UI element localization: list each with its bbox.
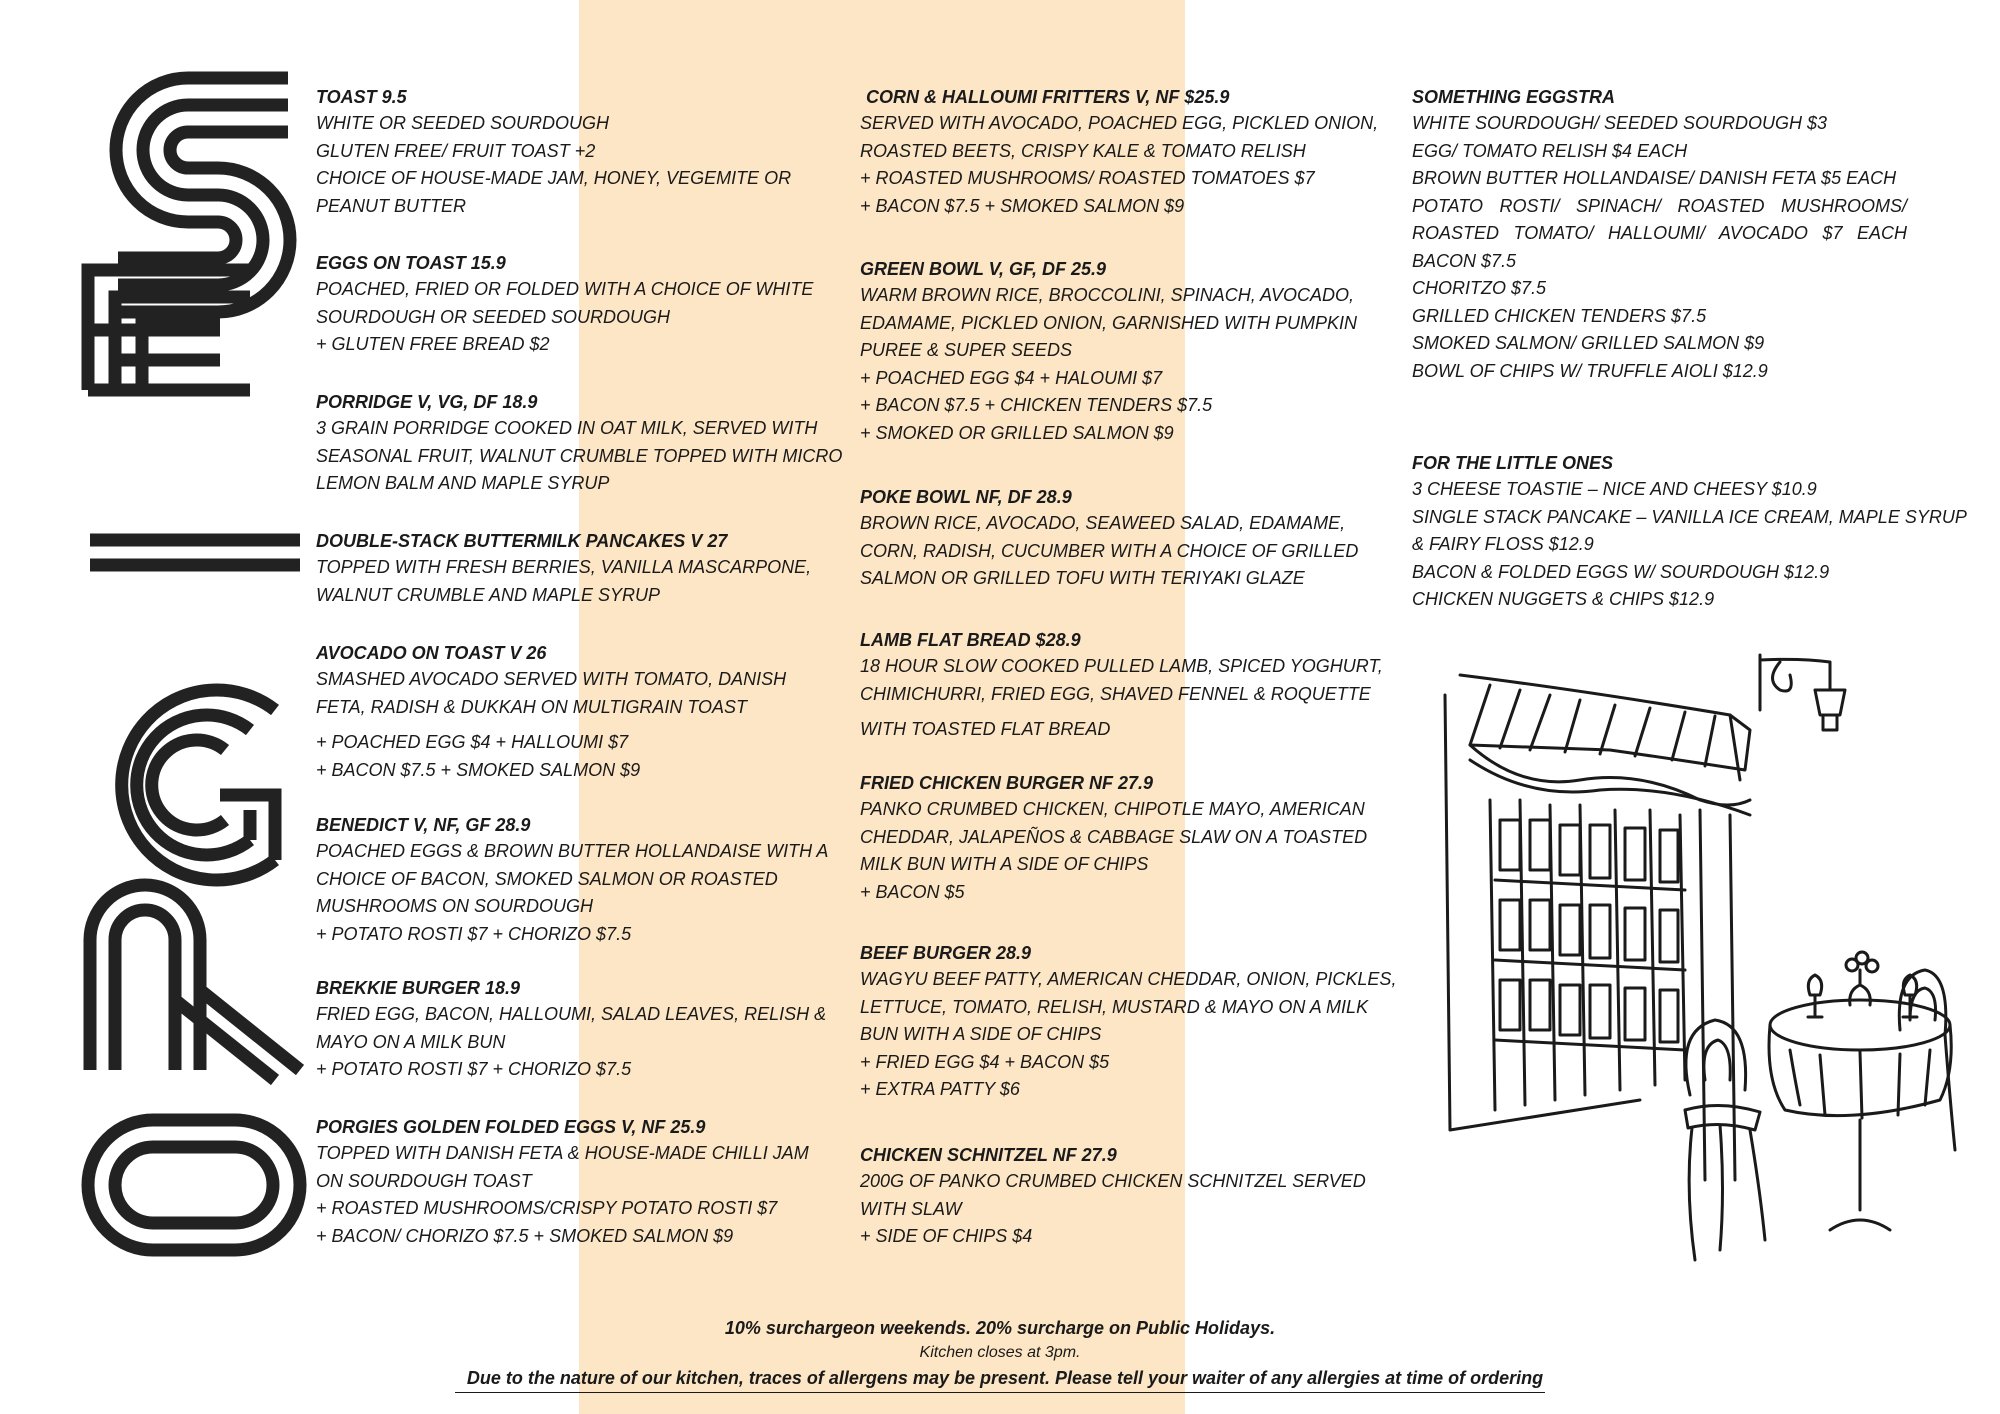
item-line: SMASHED AVOCADO SERVED WITH TOMATO, DANISH <box>316 669 787 689</box>
kitchen-hours: Kitchen closes at 3pm. <box>919 1344 1081 1361</box>
menu-item <box>316 975 858 1084</box>
item-line: BROWN BUTTER HOLLANDAISE/ DANISH FETA $5 EACH <box>1412 168 1897 188</box>
item-line: WHITE OR SEEDED SOURDOUGH <box>316 113 610 133</box>
surcharge-notice: 10% surchargeon weekends. 20% surcharge on Public Holidays. <box>724 1318 1276 1338</box>
item-line: WAGYU BEEF PATTY, AMERICAN CHEDDAR, ONION, PICKLES, <box>860 969 1397 989</box>
item-line: & FAIRY FLOSS $12.9 <box>1412 534 1594 554</box>
item-line: CHOICE OF BACON, SMOKED SALMON OR ROASTED <box>316 868 778 889</box>
item-line: SALMON OR GRILLED TOFU WITH TERIYAKI GLAZE <box>860 568 1305 588</box>
item-line: MUSHROOMS ON SOURDOUGH <box>316 896 594 916</box>
item-line: PUREE & SUPER SEEDS <box>860 340 1073 360</box>
item-title: FRIED CHICKEN BURGER NF 27.9 <box>860 773 1154 793</box>
item-line: + POTATO ROSTI $7 + CHORIZO $7.5 <box>316 923 632 944</box>
menu-item <box>316 640 858 784</box>
item-title: TOAST 9.5 <box>316 87 407 107</box>
item-line: BACON $7.5 <box>1412 250 1517 271</box>
item-line: 3 CHEESE TOASTIE – NICE AND CHEESY $10.9 <box>1412 479 1817 499</box>
menu-item <box>860 940 1408 1104</box>
menu-item <box>860 84 1408 220</box>
item-line: + GLUTEN FREE BREAD $2 <box>316 334 550 354</box>
item-line: WITH SLAW <box>860 1198 962 1219</box>
item-line: GRILLED CHICKEN TENDERS $7.5 <box>1412 305 1707 326</box>
menu-item <box>860 627 1408 744</box>
item-line: + POACHED EGG $4 + HALOUMI $7 <box>860 367 1163 388</box>
item-line: POTATO ROSTI/ SPINACH/ ROASTED MUSHROOMS/ <box>1412 195 1907 216</box>
item-title: PORRIDGE V, VG, DF 18.9 <box>316 392 538 412</box>
item-line: CORN, RADISH, CUCUMBER WITH A CHOICE OF GRILLED <box>860 540 1359 561</box>
item-line: + EXTRA PATTY $6 <box>860 1079 1020 1099</box>
item-line: BOWL OF CHIPS W/ TRUFFLE AIOLI $12.9 <box>1412 360 1768 381</box>
item-line: ROASTED TOMATO/ HALLOUMI/ AVOCADO $7 EACH <box>1412 223 1907 243</box>
item-title: BENEDICT V, NF, GF 28.9 <box>316 815 531 835</box>
menu-item <box>1412 450 1972 614</box>
item-line: GLUTEN FREE/ FRUIT TOAST +2 <box>316 140 596 161</box>
item-line: LETTUCE, TOMATO, RELISH, MUSTARD & MAYO ON A MILK <box>860 996 1369 1017</box>
item-line: MAYO ON A MILK BUN <box>316 1031 506 1052</box>
item-line: LEMON BALM AND MAPLE SYRUP <box>316 473 610 493</box>
menu-item <box>860 770 1408 906</box>
item-line: PEANUT BUTTER <box>316 195 467 216</box>
item-title: LAMB FLAT BREAD $28.9 <box>860 630 1081 650</box>
item-line: MILK BUN WITH A SIDE OF CHIPS <box>860 854 1149 874</box>
menu-item <box>316 250 858 359</box>
item-line: + BACON $7.5 + SMOKED SALMON $9 <box>316 759 641 780</box>
item-line: CHIMICHURRI, FRIED EGG, SHAVED FENNEL & ROQUETTE <box>860 683 1371 704</box>
item-title: CORN & HALLOUMI FRITTERS V, NF $25.9 <box>866 87 1230 107</box>
item-line: + BACON/ CHORIZO $7.5 + SMOKED SALMON $9 <box>316 1225 734 1246</box>
porgies-logo <box>30 60 320 1260</box>
item-line: 18 HOUR SLOW COOKED PULLED LAMB, SPICED YOGHURT, <box>860 656 1383 676</box>
item-line: + ROASTED MUSHROOMS/CRISPY POTATO ROSTI $7 <box>316 1198 778 1218</box>
allergen-notice: Due to the nature of our kitchen, traces of allergens may be present. Please tell your waiter of any allergies at time of ordering <box>455 1365 1545 1393</box>
menu-item <box>316 1114 858 1250</box>
menu-item <box>860 256 1408 447</box>
item-line: FRIED EGG, BACON, HALLOUMI, SALAD LEAVES, RELISH & <box>316 1004 827 1024</box>
item-line: ON SOURDOUGH TOAST <box>316 1170 532 1191</box>
menu-item <box>316 812 858 948</box>
item-title: BEEF BURGER 28.9 <box>860 943 1032 963</box>
item-line: + BACON $5 <box>860 881 965 902</box>
item-line: ROASTED BEETS, CRISPY KALE & TOMATO RELISH <box>860 140 1306 161</box>
menu-item <box>316 389 858 498</box>
item-line: PANKO CRUMBED CHICKEN, CHIPOTLE MAYO, AMERICAN <box>860 799 1365 819</box>
item-title: GREEN BOWL V, GF, DF 25.9 <box>860 259 1107 279</box>
item-line: SOURDOUGH OR SEEDED SOURDOUGH <box>316 306 671 327</box>
item-line: TOPPED WITH FRESH BERRIES, VANILLA MASCARPONE, <box>316 557 812 577</box>
item-line: + POACHED EGG $4 + HALLOUMI $7 <box>316 732 629 752</box>
item-line: SINGLE STACK PANCAKE – VANILLA ICE CREAM, MAPLE SYRUP <box>1412 506 1967 527</box>
item-line: + BACON $7.5 + CHICKEN TENDERS $7.5 <box>860 395 1213 415</box>
item-title: AVOCADO ON TOAST V 26 <box>316 643 547 663</box>
item-line: + FRIED EGG $4 + BACON $5 <box>860 1051 1110 1072</box>
item-line: + POTATO ROSTI $7 + CHORIZO $7.5 <box>316 1059 632 1079</box>
item-line: WARM BROWN RICE, BROCCOLINI, SPINACH, AVOCADO, <box>860 285 1355 305</box>
menu-item <box>860 484 1408 593</box>
menu-item <box>316 528 858 609</box>
item-line: + ROASTED MUSHROOMS/ ROASTED TOMATOES $7 <box>860 168 1315 188</box>
item-title: POKE BOWL NF, DF 28.9 <box>860 487 1072 507</box>
item-line: SERVED WITH AVOCADO, POACHED EGG, PICKLED ONION, <box>860 113 1379 133</box>
item-title: DOUBLE-STACK BUTTERMILK PANCAKES V 27 <box>316 531 728 551</box>
item-title: BREKKIE BURGER 18.9 <box>316 978 521 998</box>
item-line: EDAMAME, PICKLED ONION, GARNISHED WITH PUMPKIN <box>860 312 1358 333</box>
item-line: POACHED EGGS & BROWN BUTTER HOLLANDAISE WITH A <box>316 841 829 861</box>
item-line: + SMOKED OR GRILLED SALMON $9 <box>860 422 1174 443</box>
item-title: PORGIES GOLDEN FOLDED EGGS V, NF 25.9 <box>316 1117 706 1137</box>
item-line: WALNUT CRUMBLE AND MAPLE SYRUP <box>316 584 661 605</box>
item-line: EGG/ TOMATO RELISH $4 EACH <box>1412 140 1688 161</box>
footer <box>0 1315 2000 1393</box>
item-line: TOPPED WITH DANISH FETA & HOUSE-MADE CHILLI JAM <box>316 1143 809 1163</box>
item-line: SMOKED SALMON/ GRILLED SALMON $9 <box>1412 333 1765 353</box>
menu-item <box>316 84 858 220</box>
menu-item <box>860 1142 1408 1251</box>
item-line: CHICKEN NUGGETS & CHIPS $12.9 <box>1412 589 1715 609</box>
item-line: FETA, RADISH & DUKKAH ON MULTIGRAIN TOAST <box>316 696 748 717</box>
item-line: CHORITZO $7.5 <box>1412 278 1547 298</box>
menu-item <box>1412 84 1907 385</box>
item-line: 3 GRAIN PORRIDGE COOKED IN OAT MILK, SERVED WITH <box>316 418 818 438</box>
item-title: SOMETHING EGGSTRA <box>1412 87 1616 107</box>
cafe-illustration <box>1430 650 1970 1280</box>
item-line: BACON & FOLDED EGGS W/ SOURDOUGH $12.9 <box>1412 561 1830 582</box>
item-line: SEASONAL FRUIT, WALNUT CRUMBLE TOPPED WITH MICRO <box>316 445 843 466</box>
item-title: CHICKEN SCHNITZEL NF 27.9 <box>860 1145 1117 1165</box>
item-line: 200G OF PANKO CRUMBED CHICKEN SCHNITZEL SERVED <box>860 1171 1366 1191</box>
item-line: CHEDDAR, JALAPEÑOS & CABBAGE SLAW ON A TOASTED <box>860 826 1368 847</box>
item-line: BROWN RICE, AVOCADO, SEAWEED SALAD, EDAMAME, <box>860 513 1346 533</box>
item-line: WITH TOASTED FLAT BREAD <box>860 719 1111 739</box>
item-title: FOR THE LITTLE ONES <box>1412 453 1613 473</box>
item-title: EGGS ON TOAST 15.9 <box>316 253 506 273</box>
item-line: BUN WITH A SIDE OF CHIPS <box>860 1024 1102 1044</box>
item-line: + BACON $7.5 + SMOKED SALMON $9 <box>860 195 1185 216</box>
item-line: + SIDE OF CHIPS $4 <box>860 1226 1033 1246</box>
item-line: POACHED, FRIED OR FOLDED WITH A CHOICE OF WHITE <box>316 279 814 299</box>
item-line: WHITE SOURDOUGH/ SEEDED SOURDOUGH $3 <box>1412 113 1828 133</box>
item-line: CHOICE OF HOUSE-MADE JAM, HONEY, VEGEMITE OR <box>316 168 792 188</box>
